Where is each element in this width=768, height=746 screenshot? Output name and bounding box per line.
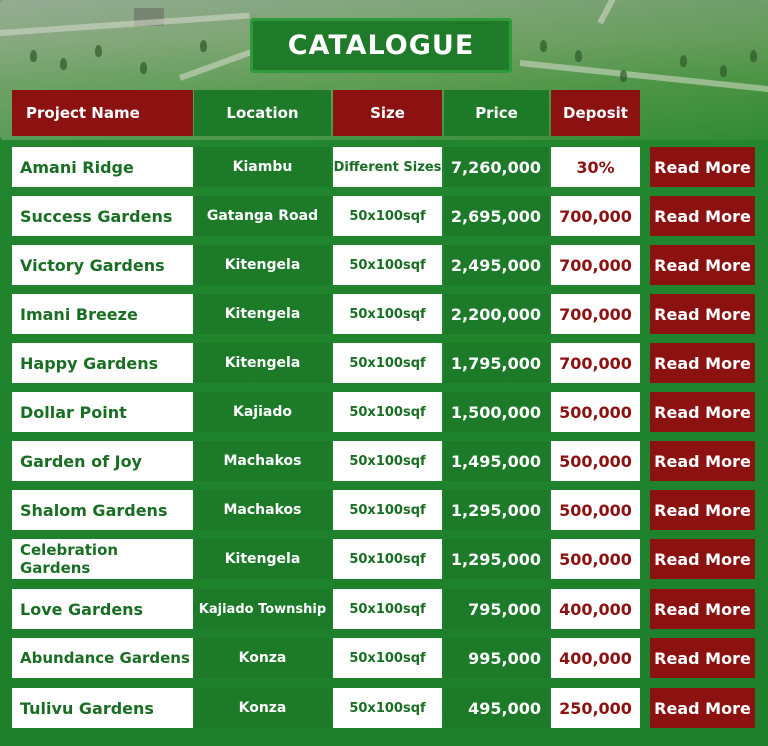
- read-more-button[interactable]: Read More: [650, 196, 755, 236]
- project-size: 50x100sqf: [333, 490, 442, 530]
- read-more-button[interactable]: Read More: [650, 688, 755, 728]
- header-price: Price: [444, 90, 549, 136]
- project-name: Amani Ridge: [12, 147, 193, 187]
- project-deposit: 400,000: [551, 638, 640, 678]
- project-location: Kajiado Township: [194, 589, 331, 629]
- project-price: 1,295,000: [444, 539, 549, 579]
- header-deposit: Deposit: [551, 90, 640, 136]
- project-price: 1,795,000: [444, 343, 549, 383]
- table-row: [0, 441, 768, 481]
- project-price: 1,295,000: [444, 490, 549, 530]
- project-location: Kitengela: [194, 245, 331, 285]
- table-row: [0, 539, 768, 579]
- project-name: Dollar Point: [12, 392, 193, 432]
- project-location: Machakos: [194, 490, 331, 530]
- page-title: CATALOGUE: [250, 18, 512, 73]
- project-location: Konza: [194, 638, 331, 678]
- table-row: [0, 589, 768, 629]
- read-more-button[interactable]: Read More: [650, 490, 755, 530]
- project-name: Imani Breeze: [12, 294, 193, 334]
- project-price: 795,000: [444, 589, 549, 629]
- project-deposit: 500,000: [551, 392, 640, 432]
- project-name: Love Gardens: [12, 589, 193, 629]
- project-size: 50x100sqf: [333, 343, 442, 383]
- project-deposit: 30%: [551, 147, 640, 187]
- project-size: 50x100sqf: [333, 196, 442, 236]
- project-size: 50x100sqf: [333, 294, 442, 334]
- project-deposit: 500,000: [551, 441, 640, 481]
- project-size: 50x100sqf: [333, 441, 442, 481]
- read-more-button[interactable]: Read More: [650, 638, 755, 678]
- project-location: Konza: [194, 688, 331, 728]
- table-row: [0, 196, 768, 236]
- project-deposit: 700,000: [551, 343, 640, 383]
- table-row: [0, 147, 768, 187]
- project-deposit: 700,000: [551, 294, 640, 334]
- project-size: 50x100sqf: [333, 392, 442, 432]
- project-size: 50x100sqf: [333, 589, 442, 629]
- project-deposit: 500,000: [551, 539, 640, 579]
- read-more-button[interactable]: Read More: [650, 343, 755, 383]
- table-row: [0, 343, 768, 383]
- read-more-button[interactable]: Read More: [650, 392, 755, 432]
- project-deposit: 500,000: [551, 490, 640, 530]
- table-row: [0, 392, 768, 432]
- project-price: 1,500,000: [444, 392, 549, 432]
- project-name: Abundance Gardens: [12, 638, 193, 678]
- project-price: 995,000: [444, 638, 549, 678]
- project-price: 1,495,000: [444, 441, 549, 481]
- project-deposit: 700,000: [551, 245, 640, 285]
- read-more-button[interactable]: Read More: [650, 441, 755, 481]
- project-price: 2,495,000: [444, 245, 549, 285]
- read-more-button[interactable]: Read More: [650, 245, 755, 285]
- read-more-button[interactable]: Read More: [650, 589, 755, 629]
- project-price: 7,260,000: [444, 147, 549, 187]
- read-more-button[interactable]: Read More: [650, 147, 755, 187]
- project-name: Garden of Joy: [12, 441, 193, 481]
- project-price: 2,695,000: [444, 196, 549, 236]
- project-name: Shalom Gardens: [12, 490, 193, 530]
- project-name: Happy Gardens: [12, 343, 193, 383]
- project-deposit: 250,000: [551, 688, 640, 728]
- project-deposit: 400,000: [551, 589, 640, 629]
- project-location: Kajiado: [194, 392, 331, 432]
- project-name: Celebration Gardens: [12, 539, 193, 579]
- table-row: [0, 638, 768, 678]
- read-more-button[interactable]: Read More: [650, 539, 755, 579]
- project-name: Tulivu Gardens: [12, 688, 193, 728]
- table-row: [0, 294, 768, 334]
- project-price: 2,200,000: [444, 294, 549, 334]
- project-size: 50x100sqf: [333, 245, 442, 285]
- project-location: Kiambu: [194, 147, 331, 187]
- project-size: 50x100sqf: [333, 688, 442, 728]
- project-location: Machakos: [194, 441, 331, 481]
- table-row: [0, 688, 768, 728]
- project-price: 495,000: [444, 688, 549, 728]
- project-size: 50x100sqf: [333, 638, 442, 678]
- header-location: Location: [194, 90, 331, 136]
- project-size: Different Sizes: [333, 147, 442, 187]
- table-row: [0, 245, 768, 285]
- project-location: Kitengela: [194, 294, 331, 334]
- project-location: Kitengela: [194, 539, 331, 579]
- project-size: 50x100sqf: [333, 539, 442, 579]
- project-location: Kitengela: [194, 343, 331, 383]
- project-name: Success Gardens: [12, 196, 193, 236]
- table-row: [0, 490, 768, 530]
- project-name: Victory Gardens: [12, 245, 193, 285]
- project-deposit: 700,000: [551, 196, 640, 236]
- project-location: Gatanga Road: [194, 196, 331, 236]
- header-size: Size: [333, 90, 442, 136]
- read-more-button[interactable]: Read More: [650, 294, 755, 334]
- header-project-name: Project Name: [12, 90, 193, 136]
